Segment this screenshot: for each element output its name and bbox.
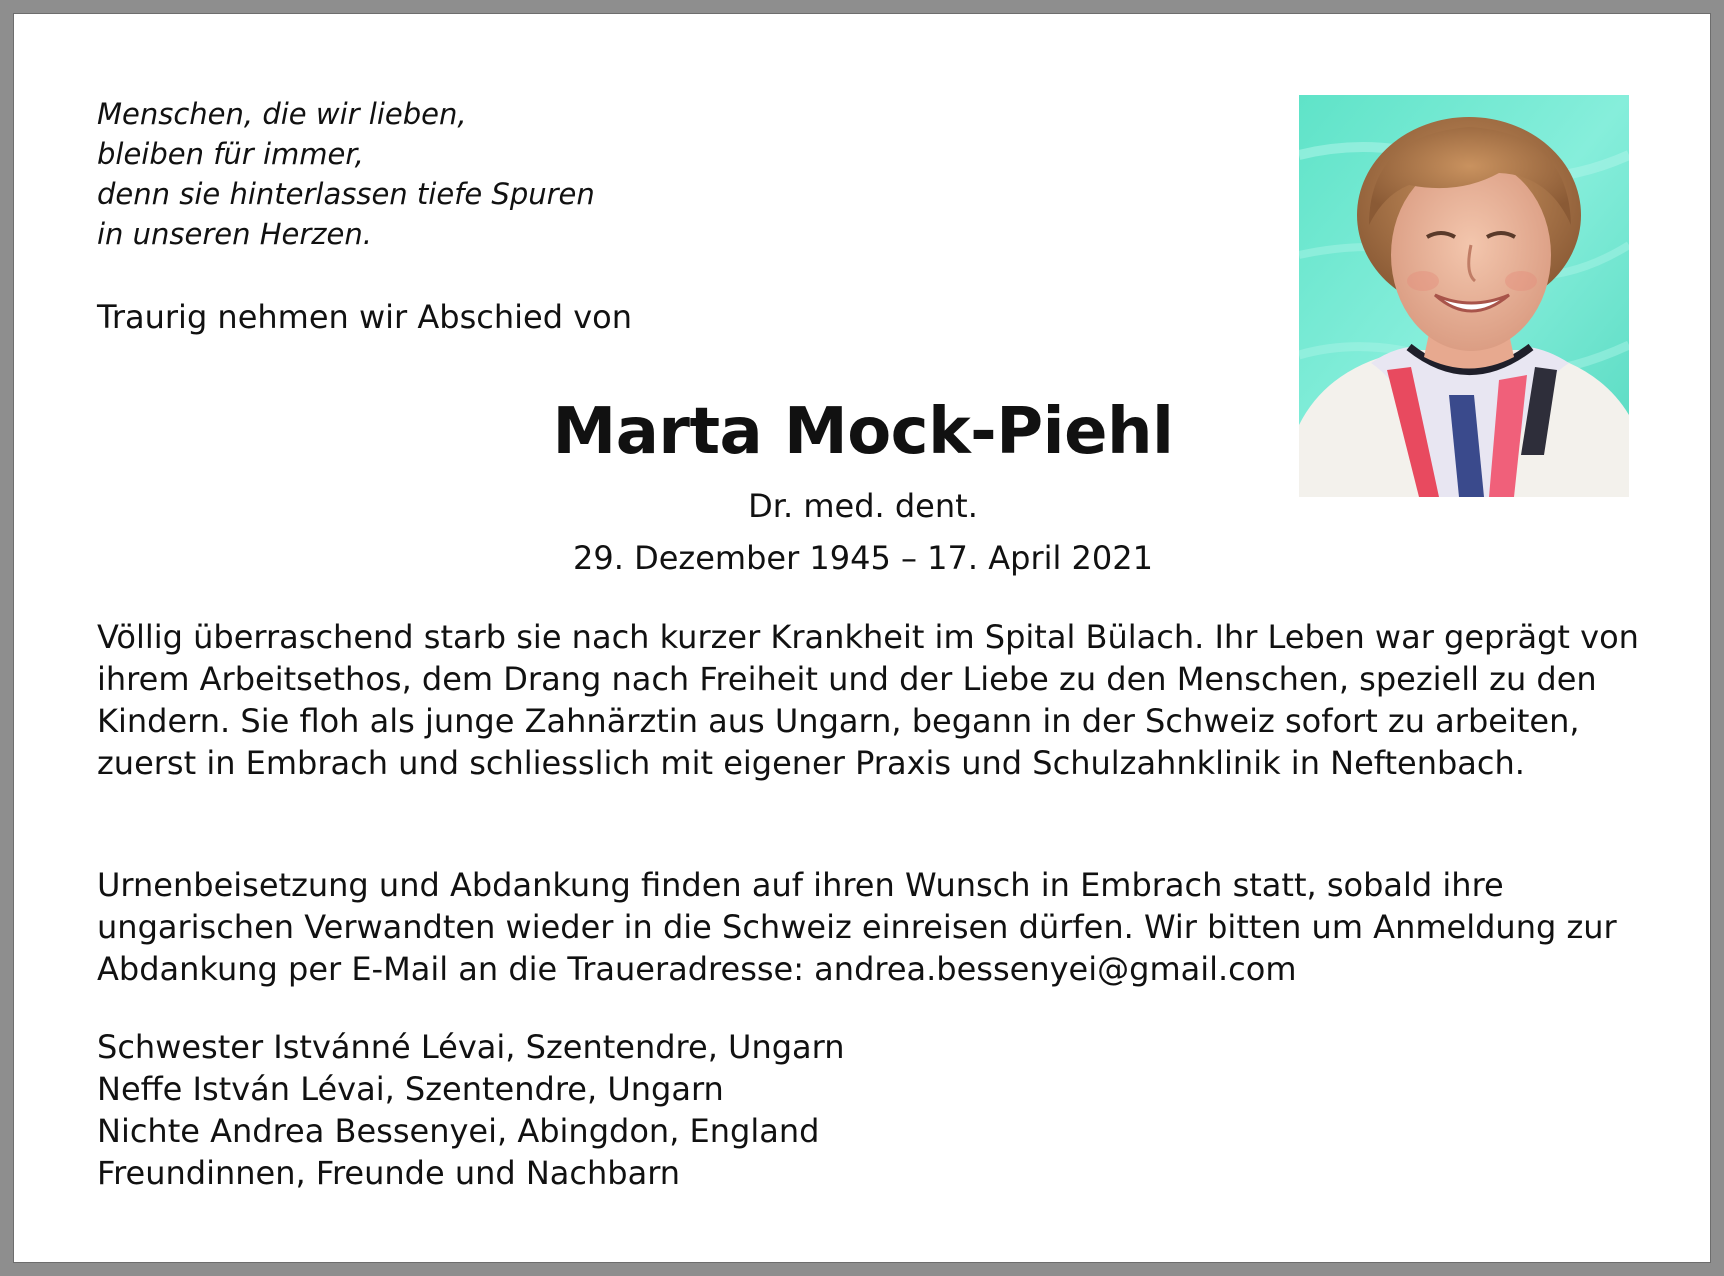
obituary-paragraph: Völlig überraschend starb sie nach kurzer Krankheit im Spital Bülach. Ihr Leben war geprägt von ihrem Arbeitsethos, dem Drang nach Freiheit und der Liebe zu den Menschen, speziell zu den Kindern. Sie floh als junge Zahnärztin aus Ungarn, begann in der Schweiz sofort zu arbeiten, zuerst in Embrach und schliesslich mit eigener Praxis und Schulzahnklinik in Neftenbach. — [97, 618, 1639, 782]
poem-line: Menschen, die wir lieben, — [97, 97, 467, 131]
farewell-intro: Traurig nehmen wir Abschied von — [97, 298, 632, 336]
deceased-name: Marta Mock-Piehl — [552, 395, 1174, 469]
life-dates: 29. Dezember 1945 – 17. April 2021 — [573, 539, 1153, 577]
deceased-title: Dr. med. dent. — [748, 487, 978, 525]
mourners-list — [97, 1026, 845, 1194]
mourner-line: Schwester Istvánné Lévai, Szentendre, Ungarn — [97, 1028, 845, 1066]
poem-line: bleiben für immer, — [97, 137, 364, 171]
poem — [97, 94, 595, 254]
portrait-photo — [1299, 95, 1629, 497]
ceremony-paragraph: Urnenbeisetzung und Abdankung finden auf ihren Wunsch in Embrach statt, sobald ihre ungarischen Verwandten wieder in die Schweiz einreisen dürfen. Wir bitten um Anmeldung zur Abdankung per E-Mail an die Traueradresse: andrea.bessenyei@gmail.com — [97, 866, 1617, 988]
mourner-line: Freundinnen, Freunde und Nachbarn — [97, 1154, 681, 1192]
poem-line: denn sie hinterlassen tiefe Spuren — [97, 177, 595, 211]
mourner-line: Nichte Andrea Bessenyei, Abingdon, England — [97, 1112, 820, 1150]
obituary-sheet — [13, 13, 1711, 1263]
mourner-line: Neffe István Lévai, Szentendre, Ungarn — [97, 1070, 724, 1108]
poem-line: in unseren Herzen. — [97, 217, 372, 251]
